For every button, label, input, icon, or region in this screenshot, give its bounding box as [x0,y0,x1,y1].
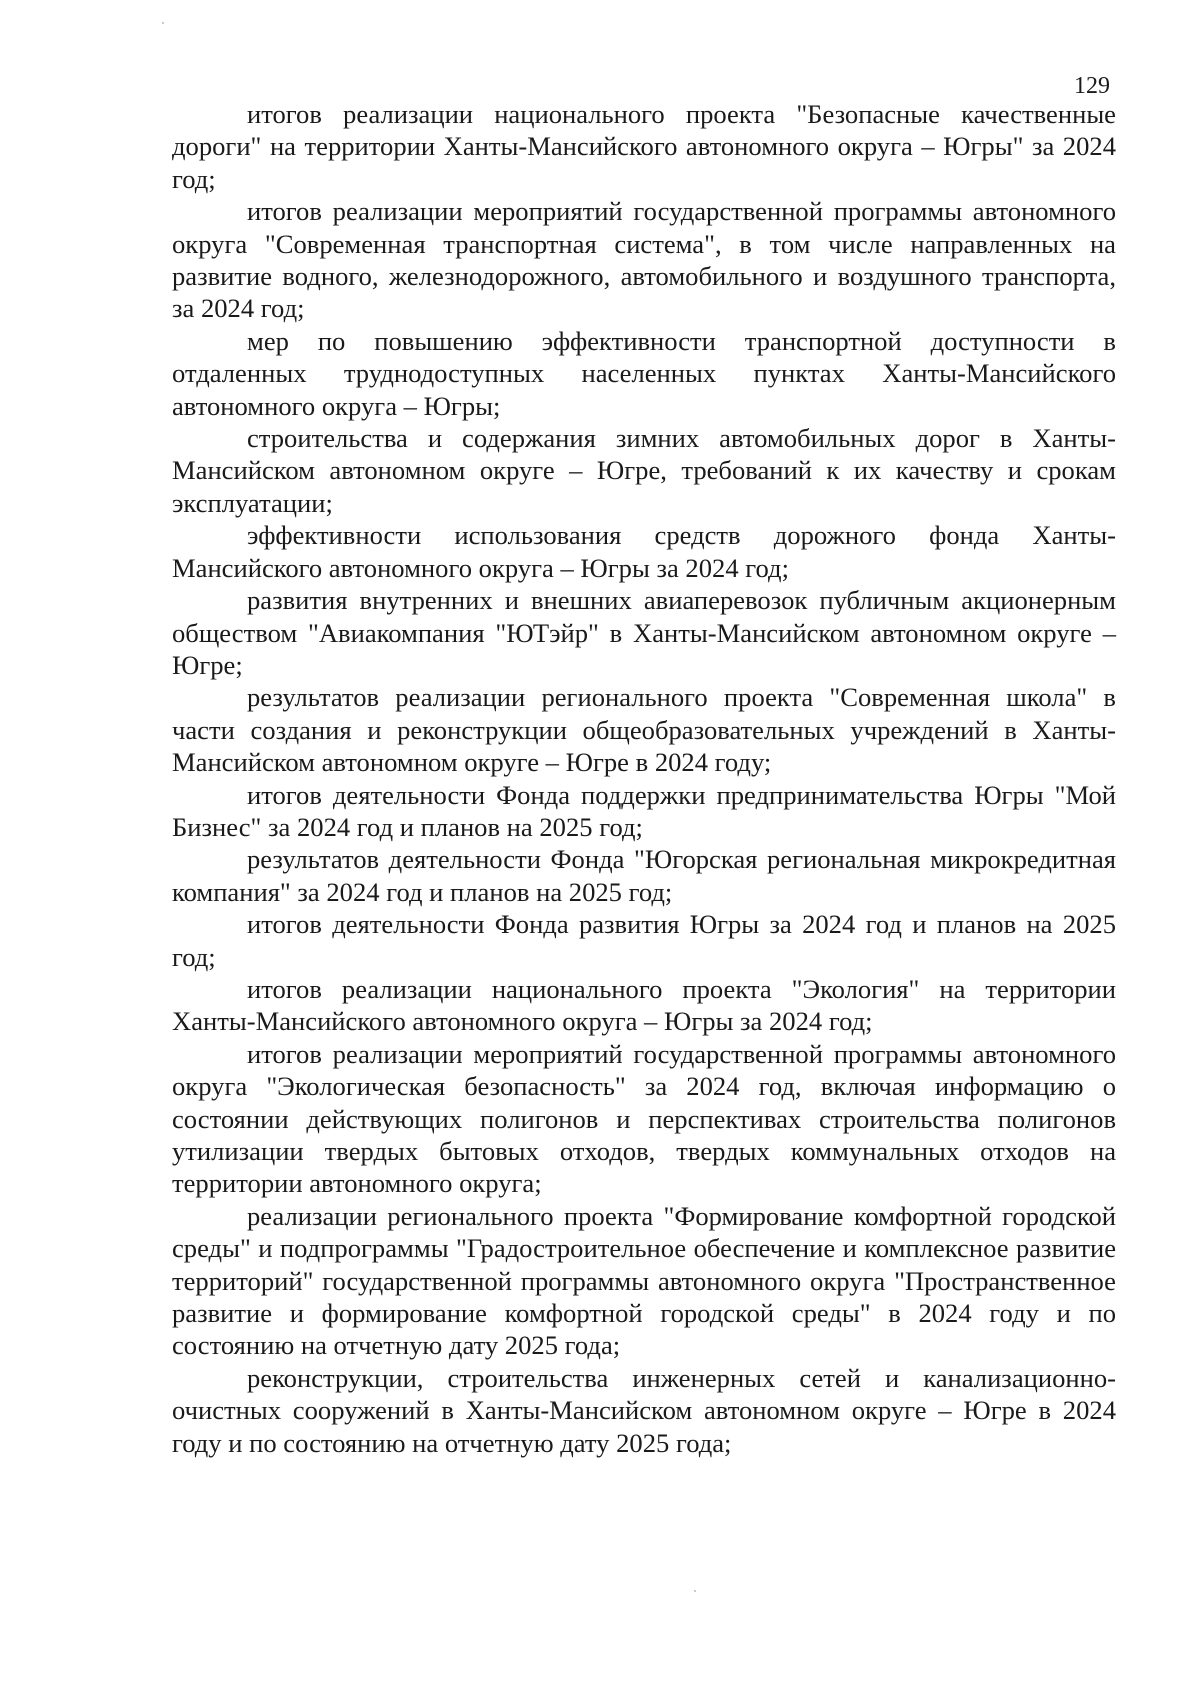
paragraph: строительства и содержания зимних автомобильных дорог в Ханты-Мансийском автономном округе – Югре, требований к их качеству и срокам эксплуатации; [172,423,1116,518]
paragraph: эффективности использования средств дорожного фонда Ханты-Мансийского автономного округа – Югры за 2024 год; [172,520,1116,583]
scan-artifact-dot [694,1590,696,1592]
paragraph: итогов деятельности Фонда поддержки предпринимательства Югры "Мой Бизнес" за 2024 год и планов на 2025 год; [172,779,1116,842]
paragraph: итогов реализации национального проекта "Безопасные качественные дороги" на территории Ханты-Мансийского автономного округа – Югры" за 2024 год; [172,99,1116,194]
scan-artifact-dot [162,22,164,24]
page-number: 129 [1074,73,1110,99]
paragraph: мер по повышению эффективности транспортной доступности в отдаленных труднодоступных населенных пунктах Ханты-Мансийского автономного округа – Югры; [172,325,1116,421]
paragraph: итогов реализации мероприятий государственной программы автономного округа "Современная транспортная система", в том числе направленных на развитие водного, железнодорожного, автомобильного и воздушного транспорта, за 2024 год; [172,196,1116,324]
paragraph: итогов реализации мероприятий государственной программы автономного округа "Экологическая безопасность" за 2024 год, включая информацию о состоянии действующих полигонов и перспективах строительства полигонов утилизации твердых бытовых отходов, твердых коммунальных отходов на территории автономного округа; [172,1038,1116,1199]
paragraph: реконструкции, строительства инженерных сетей и канализационно-очистных сооружений в Ханты-Мансийском автономном округе – Югре в 2024 году и по состоянию на отчетную дату 2025 года; [172,1362,1116,1458]
document-body [172,98,1116,1459]
paragraph: развития внутренних и внешних авиаперевозок публичным акционерным обществом "Авиакомпания "ЮТэйр" в Ханты-Мансийском автономном округе – Югре; [172,585,1116,680]
paragraph: реализации регионального проекта "Формирование комфортной городской среды" и подпрограммы "Градостроительное обеспечение и комплексное развитие территорий" государственной программы автономного округа "Пространственное развитие и формирование комфортной городской среды" в 2024 году и по состоянию на отчетную дату 2025 года; [172,1200,1116,1361]
paragraph: итогов реализации национального проекта "Экология" на территории Ханты-Мансийского автономного округа – Югры за 2024 год; [172,973,1116,1037]
paragraph: результатов реализации регионального проекта "Современная школа" в части создания и реконструкции общеобразовательных учреждений в Ханты-Мансийском автономном округе – Югре в 2024 году; [172,682,1116,778]
paragraph: результатов деятельности Фонда "Югорская региональная микрокредитная компания" за 2024 год и планов на 2025 год; [172,844,1116,907]
paragraph: итогов деятельности Фонда развития Югры за 2024 год и планов на 2025 год; [172,909,1116,972]
